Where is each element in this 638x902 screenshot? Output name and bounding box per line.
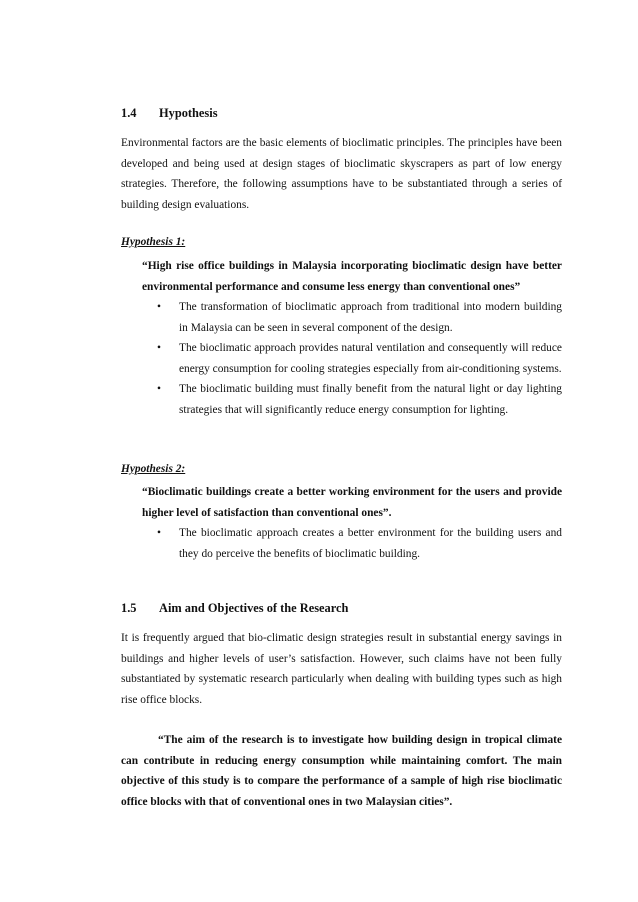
hypothesis-1-statement: “High rise office buildings in Malaysia incorporating bioclimatic design have better environmental performance and consume less energy than conventional ones” [142,260,562,293]
list-item [142,338,562,379]
hypothesis-2-bullet-list [142,523,562,564]
list-item [142,523,562,564]
section-heading-1-4 [121,106,562,121]
bullet-icon: • [157,301,161,313]
hypothesis-1-bullet-list [142,297,562,421]
section-heading-1-5 [121,601,562,616]
bullet-text: The bioclimatic approach provides natural ventilation and consequently will reduce energy consumption for cooling strategies especially from air-conditioning systems. [179,342,562,375]
list-item [142,297,562,338]
aim-statement [121,730,562,812]
bullet-text: The bioclimatic building must finally benefit from the natural light or day lighting strategies that will significantly reduce energy consumption for lighting. [179,383,562,416]
bullet-text: The transformation of bioclimatic approach from traditional into modern building in Malaysia can be seen in several component of the design. [179,301,562,334]
bullet-icon: • [157,383,161,396]
section-title: Aim and Objectives of the Research [159,601,349,615]
list-item [142,379,562,420]
aim-statement-text: “The aim of the research is to investigate how building design in tropical climate can contribute in reducing energy consumption while maintaining comfort. The main objective of this study is to compare the performance of a sample of high rise bioclimatic office blocks with that of conventional ones in two Malaysian cities”. [121,734,562,808]
hypothesis-1-label: Hypothesis 1: [121,236,186,248]
hypothesis-intro-paragraph: Environmental factors are the basic elements of bioclimatic principles. The principles have been developed and being used at design stages of bioclimatic skyscrapers as part of low energy strategies. Therefore, the following assumptions have to be substantiated through a series of building design evaluations. [121,137,562,211]
aim-intro-paragraph: It is frequently argued that bio-climatic design strategies result in substantial energy savings in buildings and higher levels of user’s satisfaction. However, such claims have not been fully substantiated by systematic research particularly when dealing with building types such as high rise office blocks. [121,632,562,706]
bullet-icon: • [157,527,161,539]
section-number: 1.5 [121,601,137,615]
section-number: 1.4 [121,106,137,120]
hypothesis-2-label: Hypothesis 2: [121,463,186,475]
hypothesis-2-statement: “Bioclimatic buildings create a better working environment for the users and provide higher level of satisfaction than conventional ones”. [142,486,562,519]
bullet-icon: • [157,342,161,355]
bullet-text: The bioclimatic approach creates a better environment for the building users and they do perceive the benefits of bioclimatic building. [179,527,562,560]
section-title: Hypothesis [159,106,218,120]
